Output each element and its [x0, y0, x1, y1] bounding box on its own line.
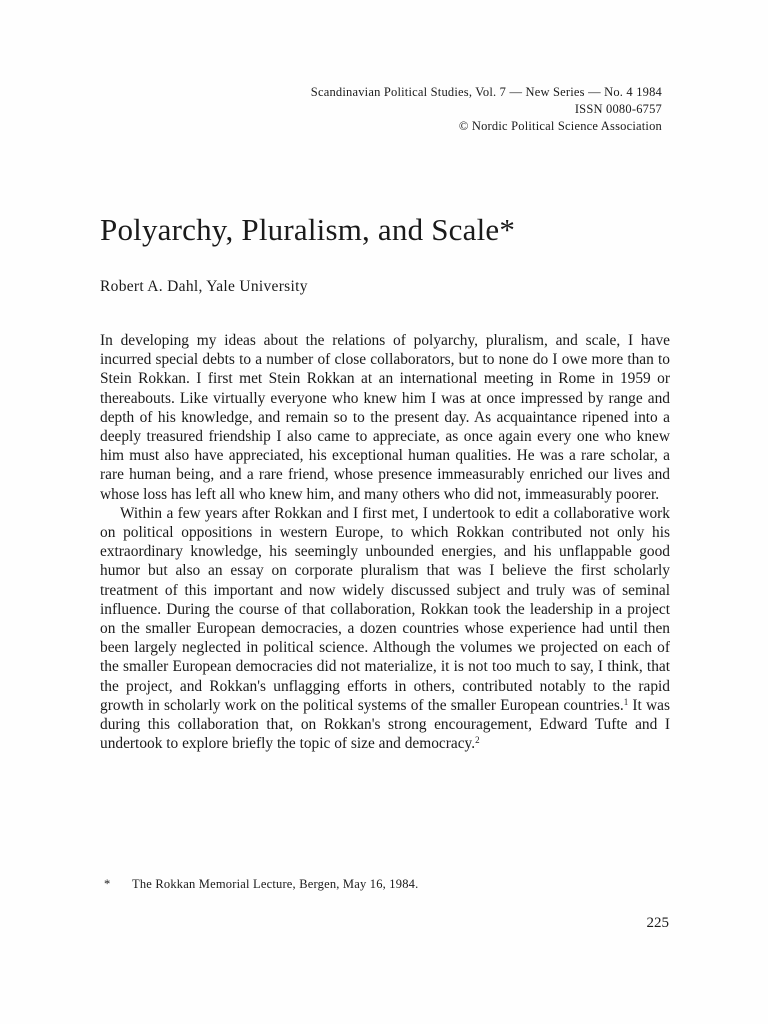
footnote [104, 877, 418, 892]
journal-header [311, 84, 662, 135]
footnote-text: The Rokkan Memorial Lecture, Bergen, May 16, 1984. [132, 877, 419, 891]
author-line: Robert A. Dahl, Yale University [100, 278, 308, 295]
journal-line: Scandinavian Political Studies, Vol. 7 — New Series — No. 4 1984 [310, 85, 662, 99]
article-title: Polyarchy, Pluralism, and Scale* [100, 212, 516, 247]
paragraph-2-text: Within a few years after Rokkan and I first met, I undertook to edit a collaborative work on political oppositions in western Europe, to which Rokkan contributed not only his extraordinary knowledge, his seemingly unbounded energies, and his unflappable good humor but also an essay on corporate pluralism that was I believe the first scholarly treatment of this important and now widely discussed subject and truly was of seminal influence. During the course of that collaboration, Rokkan took the leadership in a project on the smaller European democracies, a dozen countries whose experience had until then been largely neglected in political science. Although the volumes we projected on each of the smaller European democracies did not materialize, it is not too much to say, I think, that the project, and Rokkan's unflagging efforts in others, contributed notably to the rapid growth in scholarly work on the political systems of the smaller European countries. [100, 504, 670, 714]
footnote-ref-2: 2 [475, 735, 480, 746]
article-body [100, 331, 670, 753]
issn-line: ISSN 0080-6757 [574, 102, 662, 116]
copyright-line: © Nordic Political Science Association [458, 119, 662, 133]
footnote-ref-1: 1 [623, 696, 629, 707]
paragraph-2-text-continued: It was during this collaboration that, on Rokkan's strong encouragement, Edward Tufte and I undertook to explore briefly the topic of size and democracy. [100, 696, 670, 753]
page-number: 225 [646, 915, 669, 931]
footnote-marker: * [104, 877, 111, 891]
paragraph-2 [100, 504, 670, 754]
paragraph-1: In developing my ideas about the relations of polyarchy, pluralism, and scale, I have incurred special debts to a number of close collaborators, but to none do I owe more than to Stein Rokkan. I first met Stein Rokkan at an international meeting in Rome in 1959 or thereabouts. Like virtually everyone who knew him I was at once impressed by range and depth of his knowledge, and remain so to the present day. As acquaintance ripened into a deeply treasured friendship I also came to appreciate, as once again every one who knew him must also have appreciated, his exceptional human qualities. He was a rare scholar, a rare human being, and a rare friend, whose presence immeasurably enriched our lives and whose loss has left all who knew him, and many others who did not, immeasurably poorer. [100, 332, 670, 503]
